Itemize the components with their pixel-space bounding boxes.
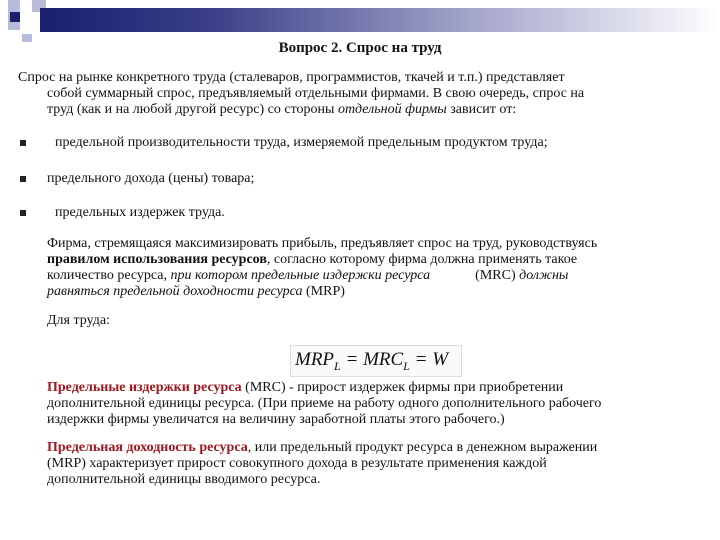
text: [47, 252, 717, 268]
intro-line: собой суммарный спрос, предъявляемый отдельными фирмами. В свою очередь, спрос на: [47, 86, 585, 101]
text: L: [403, 358, 410, 373]
text: [47, 440, 717, 456]
text: (MRC): [475, 268, 520, 283]
header-bar: [40, 8, 720, 32]
firm-paragraph: [47, 236, 717, 300]
text: (MRP) характеризует прирост совокупного дохода в результате применения каждой: [47, 456, 547, 471]
text: Фирма, стремящаяся максимизировать прибыль, предъявляет спрос на труд, руководствуясь: [47, 236, 598, 251]
text: труд (как и на любой другой ресурс) со стороны: [47, 102, 338, 117]
bullet-icon: [20, 140, 26, 146]
formula: [290, 345, 462, 377]
text: [47, 268, 717, 284]
text: =: [414, 349, 428, 370]
text: , или предельный продукт ресурса в денежном выражении: [247, 440, 598, 455]
text: при котором предельные издержки ресурса: [170, 268, 431, 283]
text: =: [345, 349, 359, 370]
intro-line: Спрос на рынке конкретного труда (сталеваров, программистов, ткачей и т.п.) представляет: [18, 70, 565, 85]
text: (MRP): [302, 284, 345, 299]
text: должны: [519, 268, 569, 283]
bullet-item: предельной производительности труда, измеряемой предельным продуктом труда;: [55, 135, 548, 150]
bullet-item: предельных издержек труда.: [55, 205, 225, 220]
term: Предельная доходность ресурса: [47, 440, 248, 455]
text: дополнительной единицы ресурса. (При приеме на работу одного дополнительного рабочего: [47, 396, 602, 411]
text: [47, 284, 717, 300]
for-labor-label: Для труда:: [47, 313, 110, 328]
bullet-icon: [20, 176, 26, 182]
text: MRC: [363, 349, 404, 370]
text: издержки фирмы увеличатся на величину заработной платы этого рабочего.): [47, 412, 505, 427]
term: Предельные издержки ресурса: [47, 380, 242, 395]
text: количество ресурса,: [47, 268, 171, 283]
intro-line: [18, 102, 708, 118]
text: W: [432, 349, 449, 370]
mrc-definition: [47, 380, 717, 428]
text: дополнительной единицы вводимого ресурса.: [47, 472, 321, 487]
slide-title: Вопрос 2. Спрос на труд: [278, 40, 442, 56]
bullet-icon: [20, 210, 26, 216]
text: отдельной фирмы: [337, 102, 447, 117]
text: MRP: [295, 349, 335, 370]
bullet-item: предельного дохода (цены) товара;: [47, 171, 255, 186]
mrp-definition: [47, 440, 717, 488]
decor-square: [10, 12, 20, 22]
text: зависит от:: [446, 102, 517, 117]
text: (MRC) - прирост издержек фирмы при приобретении: [241, 380, 564, 395]
text: равняться предельной доходности ресурса: [47, 284, 303, 299]
text: , согласно которому фирма должна применять такое: [266, 252, 578, 267]
text: [47, 380, 717, 396]
text: L: [334, 358, 341, 373]
intro-paragraph: [18, 70, 708, 118]
text: правилом использования ресурсов: [47, 252, 267, 267]
